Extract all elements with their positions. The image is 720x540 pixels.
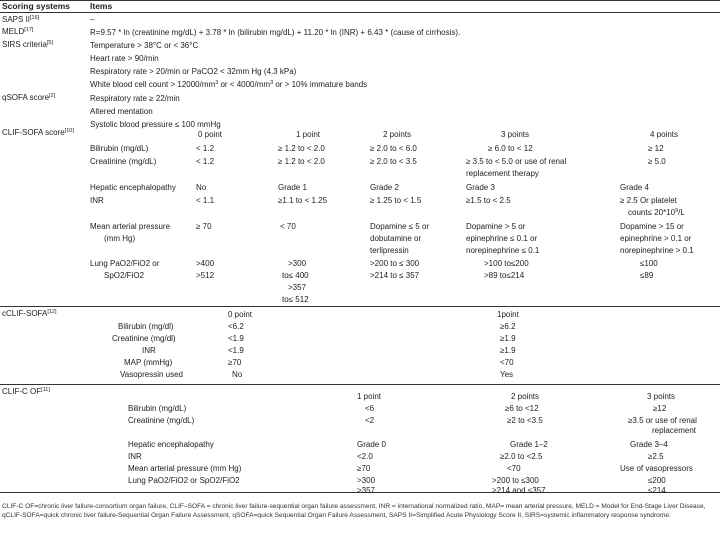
clif-c-of-row-label: Bilirubin (mg/dL) (128, 404, 187, 413)
cclif-sofa-cell: <1.9 (228, 334, 244, 343)
clif-sofa-point-header: 0 point (198, 130, 223, 139)
clif-c-of-section-rule (0, 384, 720, 385)
clif-sofa-row-label: (mm Hg) (104, 234, 136, 243)
clif-sofa-cell: dobutamine or (370, 234, 422, 243)
sirs-wbc-item: White blood cell count > $12000/mm^3$ or < $4000/mm^3$ or > 10% immature bands (90, 80, 368, 89)
clif-sofa-cell: ≥1.5 to < 2.5 (466, 196, 511, 205)
clif-c-of-cell: ≥70 (357, 464, 371, 473)
clif-sofa-row-label: INR (90, 196, 104, 205)
clif-c-of-row-label: Hepatic encephalopathy (128, 440, 214, 449)
cclif-sofa-cell: ≥1.9 (500, 346, 516, 355)
clif-sofa-cell: ≥ 1.2 to < 2.0 (278, 144, 325, 153)
meld-label: MELD[17] (2, 27, 34, 36)
clif-c-of-label: CLIF-C OF[11] (2, 387, 50, 396)
clif-sofa-cell: Grade 3 (466, 183, 495, 192)
clif-c-of-cell: Grade 0 (357, 440, 386, 449)
cclif-sofa-cell: ≥70 (228, 358, 242, 367)
cclif-sofa-cell: <6.2 (228, 322, 244, 331)
clif-sofa-cell: terlipressin (370, 246, 409, 255)
clif-sofa-cell: < 1.2 (196, 157, 215, 166)
clif-sofa-cell: ≥ 5.0 (648, 157, 666, 166)
clif-sofa-cell: < 70 (280, 222, 296, 231)
sirs-item: Heart rate > 90/min (90, 54, 159, 63)
clif-c-of-cell: <70 (507, 464, 521, 473)
clif-sofa-cell: >200 to ≤ 300 (370, 259, 420, 268)
clif-sofa-cell: Dopamine > 5 or (466, 222, 526, 231)
clif-sofa-cell: No (196, 183, 207, 192)
clif-sofa-cell: < 1.2 (196, 144, 215, 153)
cclif-sofa-cell: ≥6.2 (500, 322, 516, 331)
clif-sofa-cell: ≥ 2.5 Or platelet (620, 196, 677, 205)
clif-c-of-cell: Grade 3–4 (630, 440, 668, 449)
qsofa-item: Altered mentation (90, 107, 153, 116)
clif-c-of-cell: ≥12 (653, 404, 667, 413)
saps-label: SAPS II[16] (2, 15, 40, 24)
header-items: Items (90, 1, 113, 11)
saps-value: – (90, 15, 95, 24)
clif-sofa-label: CLIF-SOFA score[10] (2, 128, 74, 137)
cclif-section-rule (0, 306, 720, 307)
clif-sofa-cell: ≥ 6.0 to < 12 (488, 144, 533, 153)
clif-sofa-cell: norepinephrine > 0.1 (620, 246, 694, 255)
clif-sofa-cell: epinephrine ≤ 0.1 or (466, 234, 538, 243)
clif-sofa-cell: >357 (288, 283, 307, 292)
clif-sofa-cell: >512 (196, 271, 215, 280)
meld-formula: R=9.57 * ln (creatinine mg/dL) + 3.78 * ln (bilirubin mg/dL) + 11.20 * ln (INR) + 6.43 * (cause of cirrhosis). (90, 28, 461, 37)
clif-c-of-point-header: 2 points (511, 392, 540, 401)
clif-sofa-cell: Grade 2 (370, 183, 399, 192)
clif-sofa-cell: Grade 1 (278, 183, 307, 192)
clif-sofa-cell: Grade 4 (620, 183, 649, 192)
clif-sofa-cell: ≤100 (640, 259, 658, 268)
clif-c-of-cell: replacement (652, 426, 697, 435)
clif-sofa-cell: < 1.1 (196, 196, 215, 205)
clif-sofa-cell: count≤ $20*10^9/L$ (628, 208, 685, 217)
cclif-sofa-point-header: 1point (497, 310, 519, 319)
clif-c-of-row-label: Mean arterial pressure (mm Hg) (128, 464, 242, 473)
clif-sofa-cell: >300 (288, 259, 307, 268)
header-scoring-systems: Scoring systems (2, 1, 71, 11)
table-footnote: CLIF-C OF=chronic liver failure-consortium organ failure, CLIF–SOFA = chronic liver failure-sequential organ failure assessment, INR = international normalized ratio, MAP= mean arterial pressure, MELD = Model for End-Stage Liver Disease, qCLIF-SOFA=quick chronic liver failure-Sequential Organ Failure Assessment, qSOFA=quick Sequential Organ Failure Assessment, SAPS II=Simplified Acute Physiology Score II, SIRS=systemic inflammatory response syndrome. (2, 503, 706, 519)
clif-sofa-point-header: 3 points (501, 130, 530, 139)
clif-sofa-row-label: Bilirubin (mg/dL) (90, 144, 149, 153)
clif-sofa-cell: ≥ 2.0 to < 3.5 (370, 157, 417, 166)
clif-c-of-cell: <6 (365, 404, 375, 413)
clif-sofa-row-label: Hepatic encephalopathy (90, 183, 176, 192)
qsofa-item: Systolic blood pressure ≤ 100 mmHg (90, 120, 221, 129)
clif-c-of-cell: Grade 1–2 (510, 440, 548, 449)
clif-c-of-cell: ≥2.0 to <2.5 (500, 452, 543, 461)
clif-c-of-point-header: 1 point (357, 392, 382, 401)
clif-c-of-cell: Use of vasopressors (620, 464, 693, 473)
cclif-sofa-cell: Yes (500, 370, 514, 379)
clif-sofa-cell: norepinephrine ≤ 0.1 (466, 246, 540, 255)
cclif-sofa-point-header: 0 point (228, 310, 253, 319)
clif-c-of-point-header: 3 points (647, 392, 676, 401)
clif-c-of-cell: >300 (357, 476, 376, 485)
clif-c-of-cell: ≥2 to <3.5 (507, 416, 543, 425)
clif-c-of-cell: <2 (365, 416, 375, 425)
header-rule (0, 12, 720, 13)
clif-sofa-row-label: Mean arterial pressure (90, 222, 171, 231)
clif-c-of-row-label: Creatinine (mg/dL) (128, 416, 195, 425)
clif-sofa-cell: Dopamine ≤ 5 or (370, 222, 430, 231)
clif-c-of-cell: >357 (357, 486, 376, 495)
clif-sofa-cell: ≤89 (640, 271, 654, 280)
clif-c-of-cell: ≤214 (648, 486, 666, 495)
cclif-sofa-cell: <70 (500, 358, 514, 367)
clif-sofa-cell: to≤ 400 (282, 271, 309, 280)
clif-sofa-cell: ≥ 1.25 to < 1.5 (370, 196, 422, 205)
clif-sofa-cell: ≥ 70 (196, 222, 212, 231)
cclif-sofa-row-label: Bilirubin (mg/dl) (118, 322, 174, 331)
cclif-sofa-label: cCLIF-SOFA[12] (2, 309, 57, 318)
cclif-sofa-cell: No (232, 370, 243, 379)
cclif-sofa-cell: <1.9 (228, 346, 244, 355)
clif-sofa-cell: ≥ 1.2 to < 2.0 (278, 157, 325, 166)
clif-sofa-point-header: 1 point (296, 130, 321, 139)
clif-sofa-point-header: 4 points (650, 130, 679, 139)
cclif-sofa-row-label: Creatinine (mg/dl) (112, 334, 176, 343)
clif-sofa-cell: ≥1.1 to < 1.25 (278, 196, 328, 205)
clif-sofa-cell: epinephrine > 0.1 or (620, 234, 692, 243)
clif-sofa-cell: >100 to≤200 (484, 259, 529, 268)
cclif-sofa-row-label: MAP (mmHg) (124, 358, 173, 367)
clif-sofa-cell: to≤ 512 (282, 295, 309, 304)
clif-c-of-cell: ≥2.5 (648, 452, 664, 461)
clif-sofa-cell: >89 to≤214 (484, 271, 525, 280)
cclif-sofa-cell: ≥1.9 (500, 334, 516, 343)
clif-c-of-cell: ≥6 to <12 (505, 404, 539, 413)
clif-sofa-row-label: Creatinine (mg/dL) (90, 157, 157, 166)
clif-c-of-row-label: INR (128, 452, 142, 461)
clif-sofa-cell: replacement therapy (466, 169, 539, 178)
clif-sofa-cell: Dopamine > 15 or (620, 222, 684, 231)
clif-c-of-cell: ≤200 (648, 476, 666, 485)
clif-c-of-row-label: Lung PaO2/FiO2 or SpO2/FiO2 (128, 476, 240, 485)
cclif-sofa-row-label: Vasopressin used (120, 370, 183, 379)
qsofa-item: Respiratory rate ≥ 22/min (90, 94, 180, 103)
clif-sofa-row-label: SpO2/FiO2 (104, 271, 145, 280)
clif-c-of-cell: ≥3.5 or use of renal (628, 416, 697, 425)
qsofa-label: qSOFA score[2] (2, 93, 56, 102)
clif-sofa-cell: >214 to ≤ 357 (370, 271, 420, 280)
clif-sofa-cell: ≥ 12 (648, 144, 664, 153)
clif-c-of-cell: >214 and ≤357 (492, 486, 546, 495)
clif-sofa-cell: >400 (196, 259, 215, 268)
clif-sofa-row-label: Lung PaO2/FiO2 or (90, 259, 160, 268)
clif-c-of-cell: <2.0 (357, 452, 373, 461)
sirs-label: SIRS criteria[5] (2, 40, 54, 49)
cclif-sofa-row-label: INR (142, 346, 156, 355)
clif-sofa-cell: ≥ 3.5 to < 5.0 or use of renal (466, 157, 567, 166)
sirs-item: Respiratory rate > 20/min or PaCO2 < 32mm Hg (4.3 kPa) (90, 67, 297, 76)
clif-c-of-cell: >200 to ≤300 (492, 476, 539, 485)
clif-sofa-cell: ≥ 2.0 to < 6.0 (370, 144, 417, 153)
sirs-item: Temperature > 38°C or < 36°C (90, 41, 199, 50)
clif-sofa-point-header: 2 points (383, 130, 412, 139)
